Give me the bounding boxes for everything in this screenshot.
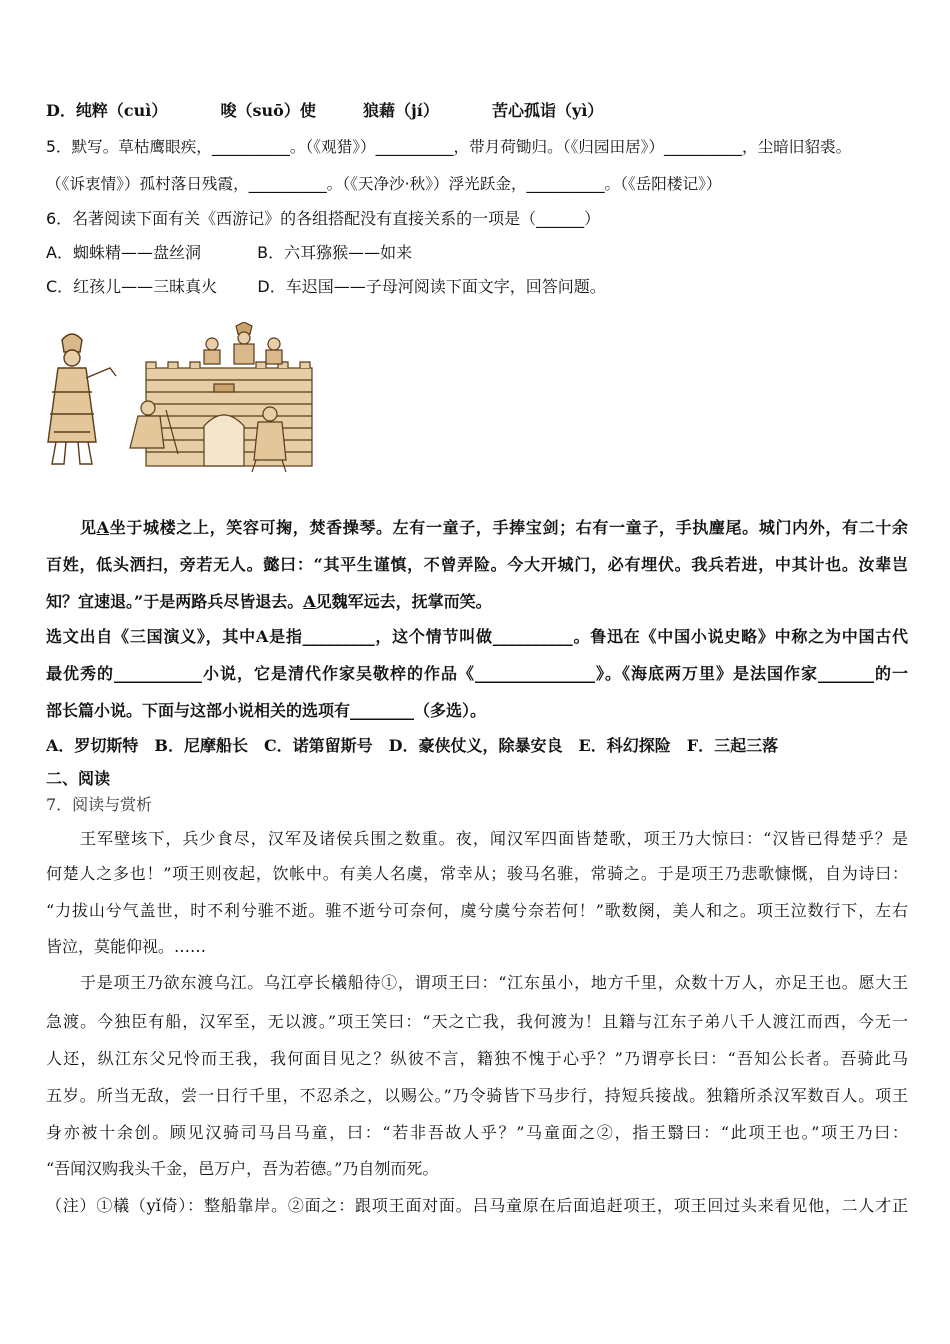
city-wall <box>146 362 312 466</box>
q6-options-row1 <box>46 242 908 264</box>
fill-question-options: A．罗切斯特 B．尼摩船长 C．诺第留斯号 D．豪侠仗义，除暴安良 E．科幻探险 F．三起三落 <box>46 736 779 755</box>
reading-p2-line1: 于是项王乃欲东渡乌江。乌江亭长檥船待①，谓项王曰：“江东虽小，地方千里，众数十万人，亦足王也。愿大王 <box>80 973 908 992</box>
passage-line3-post: 见魏军远去，抚掌而笑。 <box>315 592 492 611</box>
q6-option-c: C．红孩儿——三昧真火 <box>46 277 218 296</box>
q6-option-b: B．六耳猕猴——如来 <box>257 243 413 262</box>
q4-option-d-word1: D．纯粹（cuì） <box>46 101 168 120</box>
q6-options-row2 <box>46 276 908 298</box>
passage-line1-pre: 见 <box>80 518 97 537</box>
section2-title: 二、阅读 <box>46 769 111 788</box>
q6-question: 6．名著阅读下面有关《西游记》的各组搭配没有直接关系的一项是（______） <box>46 209 601 228</box>
reading-p2-line2: 急渡。今独臣有船，汉军至，无以渡。”项王笑曰：“天之亡我，我何渡为！且籍与江东子弟八千人渡江而西，今无一 <box>46 1012 908 1031</box>
passage-line2: 百姓，低头洒扫，旁若无人。懿曰：“其平生谨慎，不曾弄险。今大开城门，必有埋伏。我兵若进，中其计也。汝辈岂 <box>46 555 908 574</box>
fill-question-line2: 最优秀的___________小说，它是清代作家吴敬梓的作品《_______________》。《海底两万里》是法国作家_______的一 <box>46 664 908 683</box>
official-figure <box>48 334 116 464</box>
q4-option-d-row <box>46 100 908 122</box>
fill-question-line1: 选文出自《三国演义》，其中A是指_________，这个情节叫做__________。鲁迅在《中国小说史略》中称之为中国古代 <box>46 627 908 646</box>
q4-option-d-word2: 唆（suō）使 <box>220 101 316 120</box>
reading-p1-line3: “力拔山兮气盖世，时不利兮骓不逝。骓不逝兮可奈何，虞兮虞兮奈若何！”歌数阕，美人和之。项王泣数行下，左右 <box>46 901 908 920</box>
reading-p2-line4: 五岁。所当无敌，尝一日行千里，不忍杀之，以赐公。”乃令骑皆下马步行，持短兵接战。独籍所杀汉军数百人。项王 <box>46 1086 908 1105</box>
passage-line1-post: 坐于城楼之上，笑容可掬，焚香操琴。左有一童子，手捧宝剑；右有一童子，手执麈尾。城门内外，有二十余 <box>109 518 908 537</box>
q6-option-d: D．车迟国——子母河阅读下面文字，回答问题。 <box>257 277 606 296</box>
fill-question-line3: 部长篇小说。下面与这部小说相关的选项有________（多选）。 <box>46 701 487 720</box>
q5-line2: （《诉衷情》）孤村落日残霞，__________。（《天净沙·秋》）浮光跃金，__________。（《岳阳楼记》） <box>46 175 722 193</box>
reading-footnote: （注）①檥（yǐ倚）：整船靠岸。②面之：跟项王面对面。吕马童原在后面追赶项王，项王回过头来看见他，二人才正 <box>46 1196 908 1215</box>
q4-option-d-word4: 苦心孤诣（yì） <box>492 101 604 120</box>
reading-p1-line4: 皆泣，莫能仰视。…… <box>46 937 207 956</box>
reading-p2-line6: “吾闻汉购我头千金，邑万户，吾为若德。”乃自刎而死。 <box>46 1159 439 1178</box>
figures-on-wall <box>204 322 282 364</box>
reading-p1-line2: 何楚人之多也！”项王则夜起，饮帐中。有美人名虞，常幸从；骏马名骓，常骑之。于是项王乃悲歌慷慨，自为诗曰： <box>46 864 908 883</box>
reading-p2-line3: 人还，纵江东父兄怜而王我，我何面目见之？纵彼不言，籍独不愧于心乎？”乃谓亭长曰：“吾知公长者。吾骑此马 <box>46 1049 908 1068</box>
reading-p2-line5: 身亦被十余创。顾见汉骑司马吕马童，曰：“若非吾故人乎？”马童面之②，指王翳曰：“此项王也。”项王乃曰： <box>46 1123 908 1142</box>
passage-line1-a: A <box>96 518 110 537</box>
passage-line1 <box>46 517 908 539</box>
reading-p1-line1: 王军壁垓下，兵少食尽，汉军及诸侯兵围之数重。夜，闻汉军四面皆楚歌，项王乃大惊曰：“汉皆已得楚乎？是 <box>80 829 908 848</box>
passage-line3-a: A <box>303 592 316 611</box>
empty-fort-illustration <box>44 322 316 476</box>
q7-title: 7．阅读与赏析 <box>46 795 153 814</box>
passage-line3-pre: 知？宜速退。”于是两路兵尽皆退去。 <box>46 592 304 611</box>
q4-option-d-word3: 狼藉（jí） <box>362 101 439 120</box>
q5-line1: 5．默写。草枯鹰眼疾，__________。（《观猎》）__________，带月荷锄归。（《归园田居》）__________，尘暗旧貂裘。 <box>46 138 852 156</box>
passage-line3 <box>46 591 908 613</box>
q6-option-a: A．蜘蛛精——盘丝洞 <box>46 243 201 262</box>
